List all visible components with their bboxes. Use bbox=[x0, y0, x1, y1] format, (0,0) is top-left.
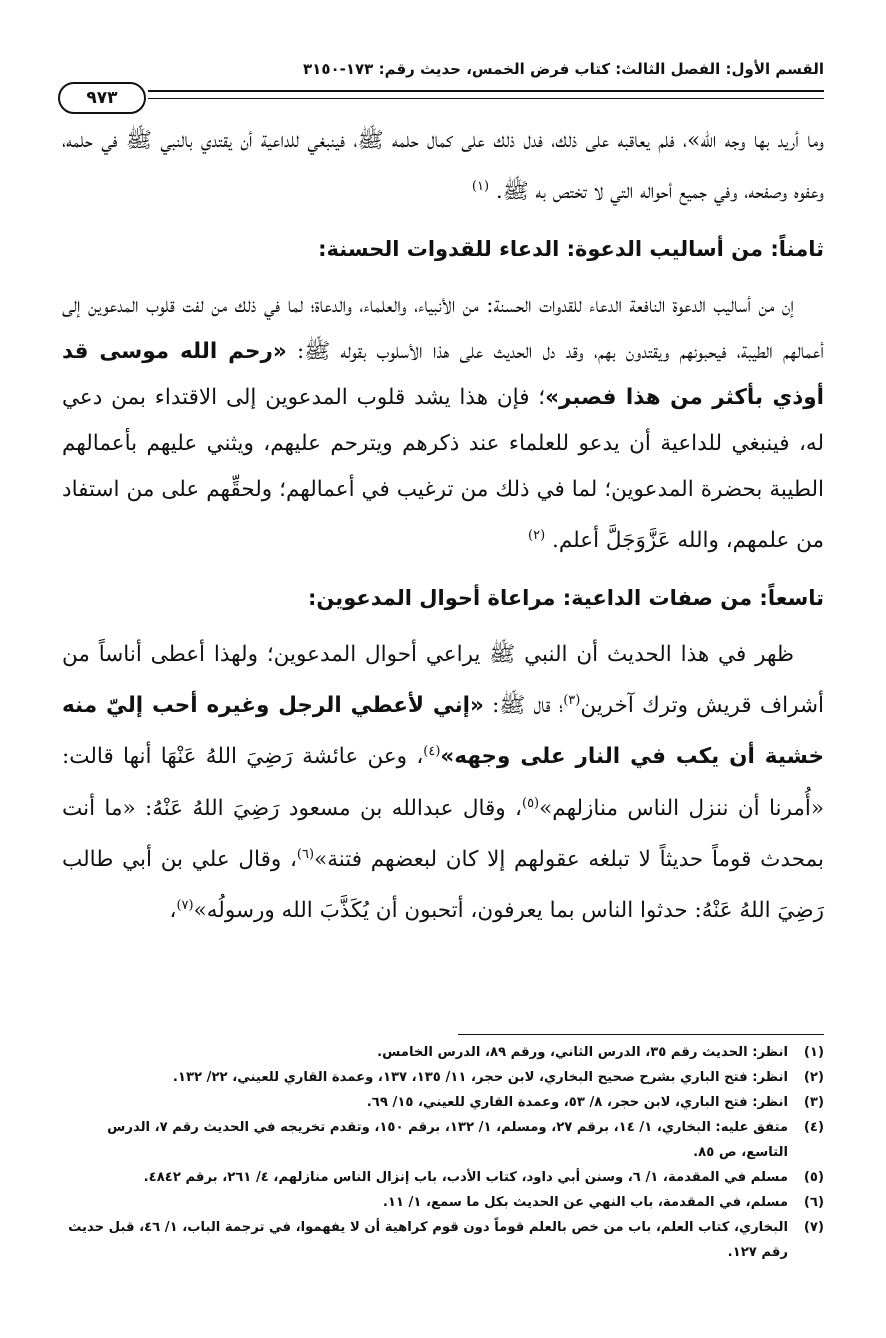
hadith-quote: «إني لأعطي الرجل وغيره أحب إليّ منه خشية أن يكب في النار على وجهه» bbox=[62, 693, 824, 770]
footnotes bbox=[62, 1040, 824, 1265]
paragraph-text: ؛ قال ﷺ: bbox=[483, 693, 564, 719]
paragraph-text: ظهر في هذا الحديث أن النبي ﷺ يراعي أحوال المدعوين؛ ولهذا أعطى أناساً من أشراف قريش وترك آخرين bbox=[62, 642, 824, 719]
footnote-ref[interactable]: (٦) bbox=[296, 846, 315, 862]
paragraph-text: ، bbox=[169, 898, 177, 924]
footnote-ref[interactable]: (٧) bbox=[176, 897, 194, 913]
footnote-number: (١) bbox=[803, 1045, 824, 1060]
hadith-quote: «رحم الله موسى قد أوذي بأكثر من هذا فصبر» bbox=[62, 339, 824, 411]
footnote bbox=[62, 1090, 824, 1115]
page-number: ٩٧٣ bbox=[58, 82, 146, 114]
paragraph-3 bbox=[62, 632, 824, 934]
running-header: القسم الأول: الفصل الثالث: كتاب فرض الخمس، حديث رقم: ١٧٣-٣١٥٠ bbox=[303, 60, 824, 78]
header-rule bbox=[148, 90, 824, 99]
footnote-ref[interactable]: (٣) bbox=[563, 693, 581, 709]
footnote bbox=[62, 1215, 824, 1265]
footnote-number: (٧) bbox=[803, 1220, 824, 1235]
paragraph-text: إن من أساليب الدعوة النافعة الدعاء للقدوات الحسنة: من الأنبياء، والعلماء، والدعاة؛ لما في ذلك من لفت قلوب المدعوين إلى أعمالهم الطيبة، فيحبونهم ويقتدون بهم، وقد دل الحديث على هذا الأسلوب بقوله ﷺ: bbox=[62, 293, 824, 365]
footnote-text: انظر: فتح الباري بشرح صحيح البخاري، لابن حجر، ١١/ ١٣٥، ١٣٧، وعمدة القاري للعيني، ٢٢/ ١٣٢. bbox=[172, 1070, 788, 1085]
footnote-text: انظر: فتح الباري، لابن حجر، ٨/ ٥٣، وعمدة القاري للعيني، ١٥/ ٦٩. bbox=[366, 1095, 788, 1110]
footnote-number: (٦) bbox=[803, 1195, 824, 1210]
footnote-text: مسلم في المقدمة، ١/ ٦، وسنن أبي داود، كتاب الأدب، باب إنزال الناس منازلهم، ٤/ ٢٦١، برقم ٤٨٤٢. bbox=[143, 1170, 788, 1185]
footnote-number: (٢) bbox=[803, 1070, 824, 1085]
footnote-ref[interactable]: (٥) bbox=[521, 795, 540, 811]
footnote bbox=[62, 1040, 824, 1065]
footnote-divider bbox=[458, 1034, 824, 1035]
footnote-text: البخاري، كتاب العلم، باب من خص بالعلم قوماً دون قوم كراهية أن لا يفهموا، في ترجمة الباب، ١/ ٤٦، قبل حديث رقم ١٢٧. bbox=[68, 1220, 788, 1260]
footnote-text: متفق عليه: البخاري، ١/ ١٤، برقم ٢٧، ومسلم، ١/ ١٣٢، برقم ١٥٠، وتقدم تخريجه في الحديث رقم ٧، الدرس التاسع، ص ٨٥. bbox=[107, 1120, 788, 1160]
footnote bbox=[62, 1190, 824, 1215]
footnote-ref[interactable]: (١) bbox=[471, 179, 490, 194]
paragraph-text: ؛ فإن هذا يشد قلوب المدعوين إلى الاقتداء بمن دعي له، فينبغي للداعية أن يدعو للعلماء عند ذكرهم ويترحم عليهم، ويثني عليهم بأعمالهم الطيبة بحضرة المدعوين؛ لما في ذلك من ترغيب في أعمالهم؛ ولحقِّهم على من استفاد من علمهم، والله عَزَّوَجَلَّ أعلم. bbox=[62, 385, 824, 554]
footnote-text: انظر: الحديث رقم ٣٥، الدرس الثاني، ورقم ٨٩، الدرس الخامس. bbox=[377, 1045, 788, 1060]
footnote bbox=[62, 1065, 824, 1090]
paragraph-text: وما أريد بها وجه الله»، فلم يعاقبه على ذلك، فدل ذلك على كمال حلمه ﷺ، فينبغي للداعية أن يقتدي بالنبي ﷺ في حلمه، وعفوه وصفحه، وفي جميع أحواله التي لا تختص به ﷺ. bbox=[62, 128, 824, 205]
paragraph-2 bbox=[62, 283, 824, 564]
heading-ninth: تاسعاً: من صفات الداعية: مراعاة أحوال المدعوين: bbox=[308, 586, 824, 611]
footnote-number: (٤) bbox=[803, 1120, 824, 1135]
footnote-number: (٥) bbox=[803, 1170, 824, 1185]
paragraph-text: ، وعن عائشة رَضِيَ اللهُ عَنْهَا أنها قالت: «أُمرنا أن ننزل الناس منازلهم» bbox=[62, 744, 824, 821]
footnote-number: (٣) bbox=[803, 1095, 824, 1110]
paragraph-text: ، وقال علي بن أبي طالب رَضِيَ اللهُ عَنْهُ: حدثوا الناس بما يعرفون، أتحبون أن يُكَذَّبَ الله ورسولُه» bbox=[62, 846, 824, 924]
footnote-text: مسلم، في المقدمة، باب النهي عن الحديث بكل ما سمع، ١/ ١١. bbox=[382, 1195, 788, 1210]
paragraph-1 bbox=[62, 118, 824, 215]
footnote-ref[interactable]: (٤) bbox=[423, 744, 441, 760]
heading-eighth: ثامناً: من أساليب الدعوة: الدعاء للقدوات الحسنة: bbox=[318, 237, 824, 262]
paragraph-text: ، وقال عبدالله بن مسعود رَضِيَ اللهُ عَنْهُ: «ما أنت بمحدث قوماً حديثاً لا تبلغه عقولهم إلا كان لبعضهم فتنة» bbox=[62, 795, 824, 872]
main-text bbox=[62, 118, 824, 934]
footnote bbox=[62, 1165, 824, 1190]
footnote bbox=[62, 1115, 824, 1165]
footnote-ref[interactable]: (٢) bbox=[528, 528, 546, 544]
